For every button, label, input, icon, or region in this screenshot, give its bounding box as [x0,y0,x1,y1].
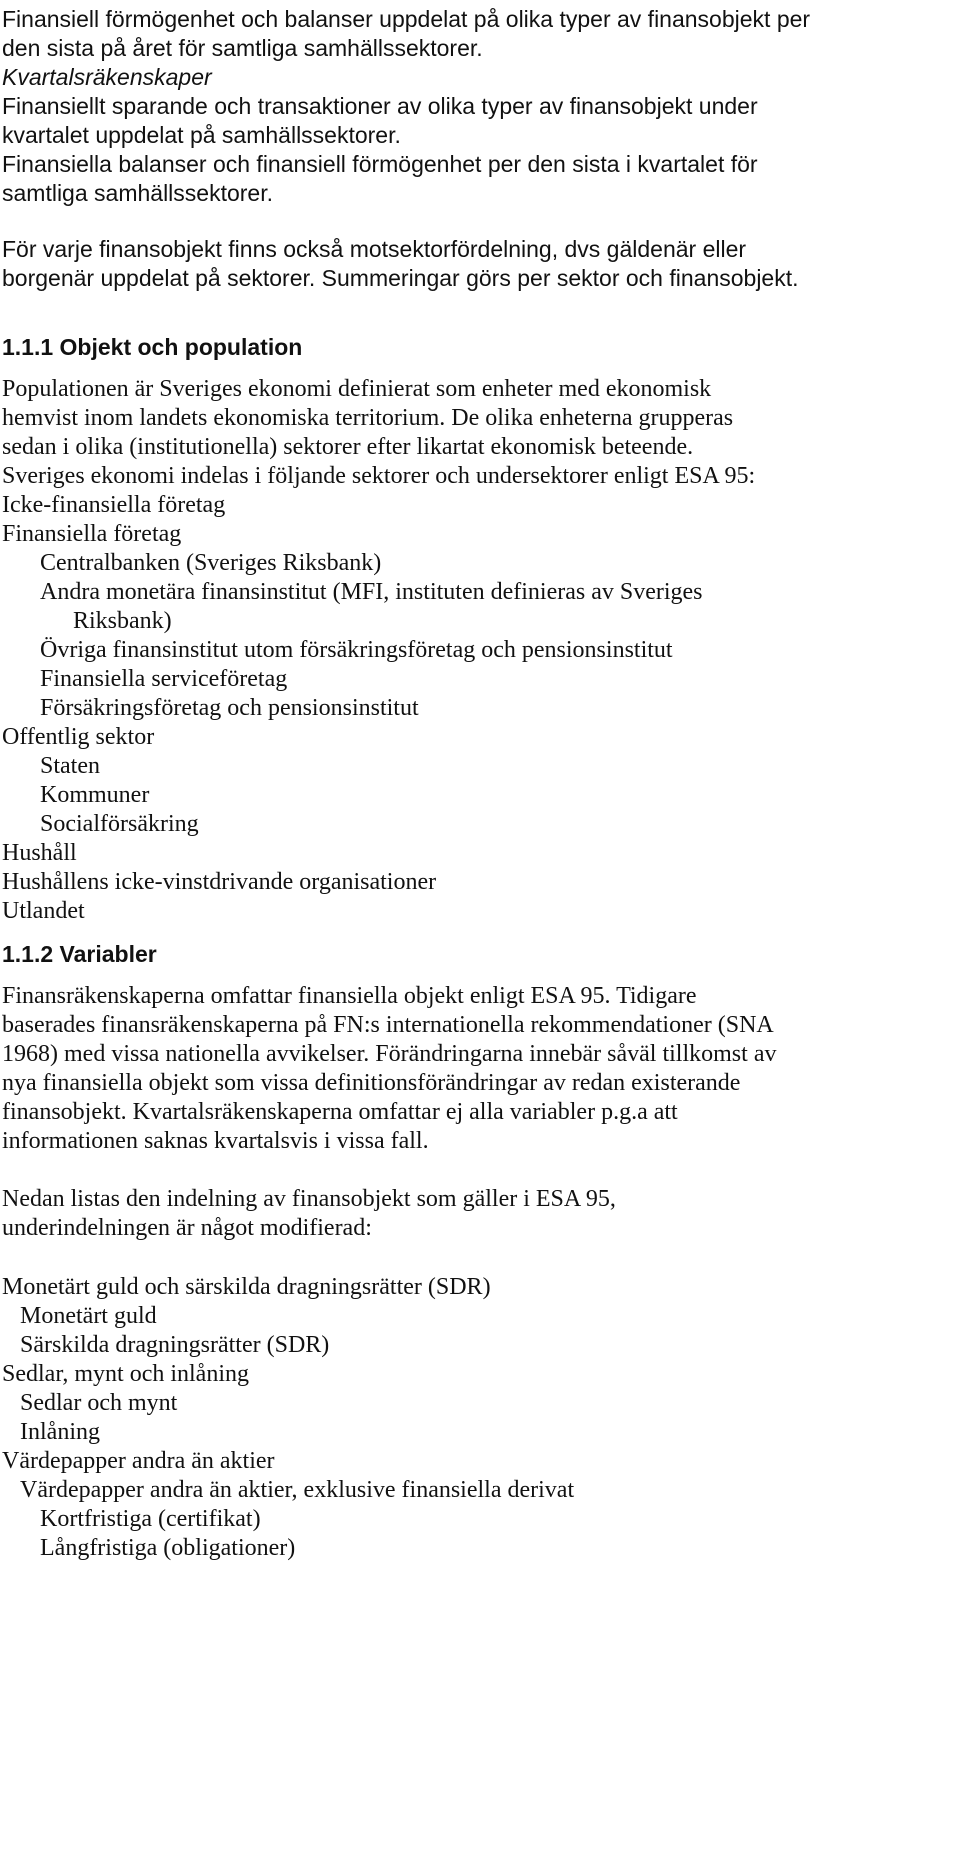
intro-line: Finansiell förmögenhet och balanser uppdelat på olika typer av finansobjekt per [2,6,811,32]
object-subitem: Särskilda dragningsrätter (SDR) [20,1332,330,1358]
object-item: Monetärt guld och särskilda dragningsrätter (SDR) [2,1274,491,1300]
subsector-item: Centralbanken (Sveriges Riksbank) [40,550,382,576]
object-subsubitem: Kortfristiga (certifikat) [40,1506,261,1532]
object-subitem: Värdepapper andra än aktier, exklusive finansiella derivat [20,1477,575,1503]
section-heading-variabler: 1.1.2 Variabler [2,941,157,967]
object-item: Värdepapper andra än aktier [2,1448,275,1474]
kvartal-line: Finansiellt sparande och transaktioner av olika typer av finansobjekt under [2,93,758,119]
subsector-item: Andra monetära finansinstitut (MFI, instituten definieras av Sveriges [40,579,703,605]
population-line: hemvist inom landets ekonomiska territorium. De olika enheterna grupperas [2,405,734,431]
kvartal-line: samtliga samhällssektorer. [2,180,273,206]
subsector-item: Socialförsäkring [40,811,199,837]
object-subitem: Inlåning [20,1419,100,1445]
variabler-line: baserades finansräkenskaperna på FN:s internationella rekommendationer (SNA [2,1012,774,1038]
variabler-line: informationen saknas kvartalsvis i vissa fall. [2,1128,429,1154]
variabler-line: 1968) med vissa nationella avvikelser. Förändringarna innebär såväl tillkomst av [2,1041,777,1067]
variabler-line: nya finansiella objekt som vissa definitionsförändringar av redan existerande [2,1070,741,1096]
object-list-intro: underindelningen är något modifierad: [2,1215,372,1241]
subsector-item: Kommuner [40,782,150,808]
subsector-item: Riksbank) [73,608,172,634]
population-line: sedan i olika (institutionella) sektorer efter likartat ekonomisk beteende. [2,434,694,460]
subsector-item: Finansiella serviceföretag [40,666,288,692]
variabler-line: Finansräkenskaperna omfattar finansiella objekt enligt ESA 95. Tidigare [2,983,697,1009]
object-list-intro: Nedan listas den indelning av finansobjekt som gäller i ESA 95, [2,1186,616,1212]
subsector-item: Staten [40,753,100,779]
sector-item: Utlandet [2,898,85,924]
sector-item: Finansiella företag [2,521,182,547]
kvartal-line: kvartalet uppdelat på samhällssektorer. [2,122,401,148]
intro-line: den sista på året för samtliga samhällssektorer. [2,35,483,61]
sector-item: Hushåll [2,840,77,866]
subsector-item: Övriga finansinstitut utom försäkringsföretag och pensionsinstitut [40,637,673,663]
kvartal-heading: Kvartalsräkenskaper [2,64,212,90]
object-item: Sedlar, mynt och inlåning [2,1361,249,1387]
variabler-line: finansobjekt. Kvartalsräkenskaperna omfattar ej alla variabler p.g.a att [2,1099,678,1125]
sector-item: Hushållens icke-vinstdrivande organisationer [2,869,437,895]
sector-item: Icke-finansiella företag [2,492,226,518]
motsektor-line: För varje finansobjekt finns också motsektorfördelning, dvs gäldenär eller [2,236,747,262]
subsector-item: Försäkringsföretag och pensionsinstitut [40,695,419,721]
population-line: Sveriges ekonomi indelas i följande sektorer och undersektorer enligt ESA 95: [2,463,756,489]
population-line: Populationen är Sveriges ekonomi definierat som enheter med ekonomisk [2,376,712,402]
object-subitem: Monetärt guld [20,1303,157,1329]
section-heading-objekt: 1.1.1 Objekt och population [2,334,303,360]
motsektor-line: borgenär uppdelat på sektorer. Summeringar görs per sektor och finansobjekt. [2,265,799,291]
kvartal-line: Finansiella balanser och finansiell förmögenhet per den sista i kvartalet för [2,151,758,177]
object-subsubitem: Långfristiga (obligationer) [40,1535,296,1561]
sector-item: Offentlig sektor [2,724,155,750]
object-subitem: Sedlar och mynt [20,1390,178,1416]
